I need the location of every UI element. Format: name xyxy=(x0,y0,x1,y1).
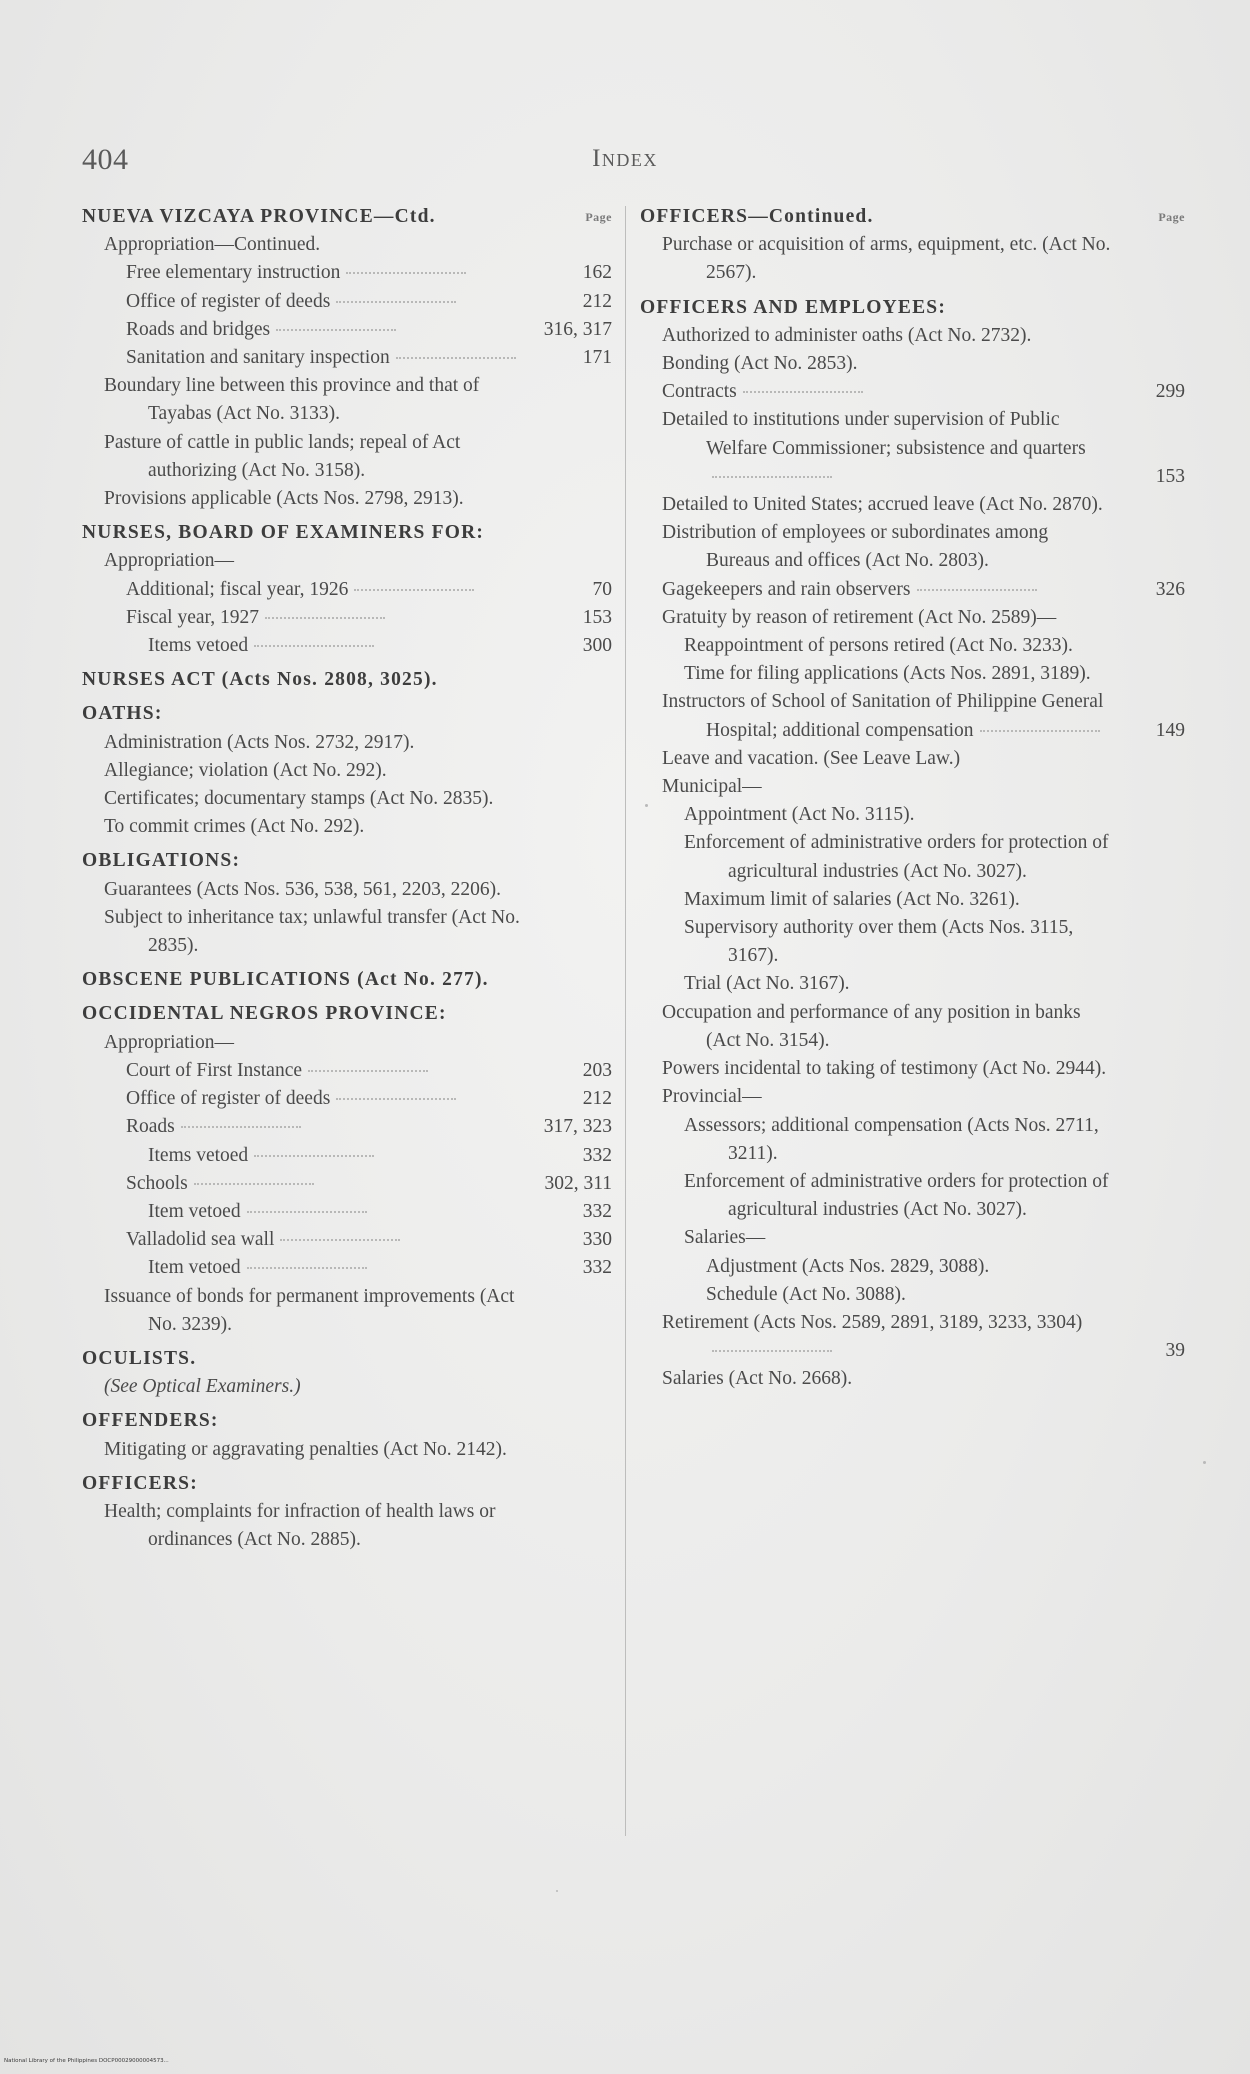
index-entry xyxy=(82,1283,612,1339)
scan-credit: National Library of the Philippines DOCP00029000004573... xyxy=(4,2058,169,2064)
entry-text: OFFICERS—Continued. xyxy=(640,206,874,227)
entry-text: Mitigating or aggravating penalties (Act No. 2142). xyxy=(104,1438,507,1460)
page-reference: 332 xyxy=(582,1257,612,1279)
page-reference: 330 xyxy=(582,1229,612,1251)
entry-text: Appropriation—Continued. xyxy=(104,234,321,256)
index-entry xyxy=(640,519,1185,575)
entry-text: Purchase or acquisition of arms, equipment, etc. (Act No. 2567). xyxy=(662,234,1111,284)
entry-text: Roads xyxy=(126,1116,301,1137)
index-entry xyxy=(640,1309,1185,1365)
index-column-left xyxy=(82,203,612,1554)
index-entry xyxy=(640,970,1185,998)
index-entry xyxy=(82,1085,612,1113)
entry-text: OFFICERS: xyxy=(82,1472,198,1494)
entry-text: To commit crimes (Act No. 292). xyxy=(104,816,365,838)
entry-text: Contracts xyxy=(662,381,863,402)
entry-text: Maximum limit of salaries (Act No. 3261). xyxy=(684,888,1020,910)
index-entry xyxy=(640,1224,1185,1252)
entry-text: Time for filing applications (Acts Nos. 2891, 3189). xyxy=(684,663,1091,685)
page-reference: 212 xyxy=(582,1088,612,1110)
entry-text: NUEVA VIZCAYA PROVINCE—Ctd. xyxy=(82,206,436,227)
index-entry xyxy=(640,773,1185,801)
entry-text: Provincial— xyxy=(662,1086,762,1108)
entry-text: Item vetoed xyxy=(148,1201,367,1222)
index-entry xyxy=(640,378,1185,406)
entry-text: Instructors of School of Sanitation of Philippine General Hospital; additional compensation xyxy=(662,691,1104,741)
index-entry xyxy=(82,1170,612,1198)
page-header xyxy=(82,143,1168,183)
index-entry xyxy=(82,785,612,813)
page-number: 404 xyxy=(82,143,129,176)
entry-text: Reappointment of persons retired (Act No. 3233). xyxy=(684,635,1073,657)
entry-text: Sanitation and sanitary inspection xyxy=(126,347,516,368)
index-entry xyxy=(82,344,612,372)
entry-text: Allegiance; violation (Act No. 292). xyxy=(104,759,387,781)
index-heading xyxy=(82,700,612,728)
index-entry xyxy=(82,1373,612,1401)
index-entry xyxy=(82,632,612,660)
index-entry xyxy=(82,259,612,287)
index-entry xyxy=(82,876,612,904)
entry-text: Distribution of employees or subordinates among Bureaus and offices (Act No. 2803). xyxy=(662,522,1049,572)
entry-text: Items vetoed xyxy=(148,635,374,656)
entry-text: Salaries (Act No. 2668). xyxy=(662,1368,853,1390)
entry-text: Subject to inheritance tax; unlawful transfer (Act No. 2835). xyxy=(104,906,520,957)
index-heading xyxy=(82,847,612,875)
index-heading xyxy=(82,966,612,994)
entry-text: Adjustment (Acts Nos. 2829, 3088). xyxy=(706,1255,990,1277)
page-reference: 171 xyxy=(582,347,612,369)
index-entry xyxy=(640,322,1185,350)
entry-text: Items vetoed xyxy=(148,1145,374,1166)
index-entry xyxy=(640,745,1185,773)
page-reference: 162 xyxy=(582,262,612,284)
entry-text: Boundary line between this province and that of Tayabas (Act No. 3133). xyxy=(104,375,480,425)
entry-text: Enforcement of administrative orders for protection of agricultural industries (Act No. 3027). xyxy=(684,1170,1109,1221)
index-entry xyxy=(82,1436,612,1464)
entry-text: Provisions applicable (Acts Nos. 2798, 2913). xyxy=(104,488,464,510)
index-entry xyxy=(640,914,1185,970)
index-entry xyxy=(82,288,612,316)
entry-text: Schedule (Act No. 3088). xyxy=(706,1283,906,1305)
index-heading xyxy=(82,666,612,694)
entry-text: (See Optical Examiners.) xyxy=(104,1376,301,1398)
page-reference: 302, 311 xyxy=(544,1172,612,1194)
index-entry xyxy=(82,1254,612,1282)
page-reference: 153 xyxy=(582,606,612,628)
index-entry xyxy=(640,406,1185,491)
index-entry xyxy=(82,1029,612,1057)
page-reference: 332 xyxy=(582,1144,612,1166)
index-heading xyxy=(640,294,1185,322)
page-reference: Page xyxy=(1158,210,1185,224)
index-entry xyxy=(82,231,612,259)
column-divider xyxy=(625,206,626,1836)
index-entry xyxy=(640,231,1185,287)
entry-text: OCCIDENTAL NEGROS PROVINCE: xyxy=(82,1003,447,1025)
page-reference: 299 xyxy=(1155,381,1185,403)
entry-text: Roads and bridges xyxy=(126,319,396,340)
entry-text: Schools xyxy=(126,1173,314,1194)
index-heading xyxy=(640,203,1185,231)
page-reference: 149 xyxy=(1155,719,1185,741)
page-reference: 300 xyxy=(582,635,612,657)
index-entry xyxy=(640,688,1185,744)
page-reference: 317, 323 xyxy=(543,1116,612,1138)
entry-text: Office of register of deeds xyxy=(126,1088,456,1109)
index-entry xyxy=(640,801,1185,829)
entry-text: Authorized to administer oaths (Act No. 2732). xyxy=(662,324,1032,346)
index-entry xyxy=(640,999,1185,1055)
page-reference: 326 xyxy=(1155,578,1185,600)
entry-text: Powers incidental to taking of testimony (Act No. 2944). xyxy=(662,1058,1107,1080)
index-entry xyxy=(82,485,612,513)
index-entry xyxy=(640,829,1185,885)
index-entry xyxy=(640,491,1185,519)
entry-text: Item vetoed xyxy=(148,1257,367,1278)
page-reference: 39 xyxy=(1165,1340,1185,1362)
entry-text: Assessors; additional compensation (Acts Nos. 2711, 3211). xyxy=(684,1114,1099,1164)
index-entry xyxy=(640,1365,1185,1393)
entry-text: Salaries— xyxy=(684,1227,766,1249)
entry-text: Appropriation— xyxy=(104,550,234,572)
entry-text: Court of First Instance xyxy=(126,1060,428,1081)
entry-text: Administration (Acts Nos. 2732, 2917). xyxy=(104,731,415,753)
entry-text: Free elementary instruction xyxy=(126,262,466,283)
index-column-right xyxy=(640,203,1185,1394)
entry-text: OFFICERS AND EMPLOYEES: xyxy=(640,296,947,318)
entry-text: Detailed to institutions under supervision of Public Welfare Commissioner; subsistence and quarters xyxy=(662,409,1086,486)
index-heading xyxy=(82,1407,612,1435)
entry-text: OBLIGATIONS: xyxy=(82,850,241,872)
entry-text: Appointment (Act No. 3115). xyxy=(684,804,915,826)
entry-text: Guarantees (Acts Nos. 536, 538, 561, 2203, 2206). xyxy=(104,878,501,900)
page-reference: 212 xyxy=(582,290,612,312)
entry-text: Trial (Act No. 3167). xyxy=(684,973,850,995)
entry-text: Office of register of deeds xyxy=(126,291,456,312)
index-entry xyxy=(82,1498,612,1554)
entry-text: Supervisory authority over them (Acts Nos. 3115, 3167). xyxy=(684,917,1074,967)
index-heading xyxy=(82,519,612,547)
page-reference: Page xyxy=(585,210,612,224)
entry-text: Health; complaints for infraction of health laws or ordinances (Act No. 2885). xyxy=(104,1500,496,1551)
index-entry xyxy=(82,904,612,960)
paper-speck xyxy=(556,1890,558,1892)
entry-text: NURSES, BOARD OF EXAMINERS FOR: xyxy=(82,522,485,544)
index-entry xyxy=(640,660,1185,688)
index-entry xyxy=(82,576,612,604)
page-reference: 316, 317 xyxy=(543,318,612,340)
index-entry xyxy=(640,1083,1185,1111)
index-entry xyxy=(82,813,612,841)
entry-text: Leave and vacation. (See Leave Law.) xyxy=(662,747,961,769)
entry-text: Gagekeepers and rain observers xyxy=(662,579,1037,600)
page-reference: 332 xyxy=(582,1200,612,1222)
entry-text: Appropriation— xyxy=(104,1031,234,1053)
index-heading xyxy=(82,1470,612,1498)
entry-text: NURSES ACT (Acts Nos. 2808, 3025). xyxy=(82,669,438,691)
index-heading xyxy=(82,1345,612,1373)
paper-speck xyxy=(1203,1461,1206,1464)
index-entry xyxy=(640,632,1185,660)
entry-text: Issuance of bonds for permanent improvements (Act No. 3239). xyxy=(104,1285,515,1335)
index-heading xyxy=(82,1000,612,1028)
index-entry xyxy=(640,350,1185,378)
index-entry xyxy=(82,757,612,785)
index-entry xyxy=(82,1198,612,1226)
paper-speck xyxy=(645,804,648,807)
entry-text: Detailed to United States; accrued leave (Act No. 2870). xyxy=(662,494,1103,516)
index-entry xyxy=(82,1057,612,1085)
entry-text: Certificates; documentary stamps (Act No. 2835). xyxy=(104,788,494,810)
index-entry xyxy=(640,1112,1185,1168)
index-entry xyxy=(640,576,1185,604)
index-entry xyxy=(82,429,612,485)
entry-text: OCULISTS. xyxy=(82,1347,197,1369)
index-entry xyxy=(82,547,612,575)
index-entry xyxy=(82,604,612,632)
index-entry xyxy=(82,1113,612,1141)
index-entry xyxy=(82,372,612,428)
page-reference: 70 xyxy=(592,578,612,600)
page-title: Index xyxy=(592,145,658,172)
entry-text: Valladolid sea wall xyxy=(126,1229,400,1250)
page-reference: 153 xyxy=(1155,465,1185,487)
entry-text: Fiscal year, 1927 xyxy=(126,607,385,628)
index-entry xyxy=(82,729,612,757)
entry-text: OBSCENE PUBLICATIONS (Act No. 277). xyxy=(82,969,489,991)
index-entry xyxy=(640,1055,1185,1083)
entry-text: Municipal— xyxy=(662,776,762,798)
index-entry xyxy=(82,1142,612,1170)
entry-text: Enforcement of administrative orders for protection of agricultural industries (Act No. 3027). xyxy=(684,832,1109,882)
entry-text: Retirement (Acts Nos. 2589, 2891, 3189, 3233, 3304) xyxy=(662,1312,1082,1361)
page-reference: 203 xyxy=(582,1059,612,1081)
index-entry xyxy=(640,604,1185,632)
index-entry xyxy=(640,1253,1185,1281)
index-entry xyxy=(82,1226,612,1254)
index-heading xyxy=(82,203,612,231)
entry-text: OFFENDERS: xyxy=(82,1410,219,1432)
entry-text: Additional; fiscal year, 1926 xyxy=(126,579,474,600)
entry-text: Pasture of cattle in public lands; repeal of Act authorizing (Act No. 3158). xyxy=(104,431,461,481)
entry-text: Gratuity by reason of retirement (Act No. 2589)— xyxy=(662,606,1057,628)
index-entry xyxy=(640,1168,1185,1224)
index-entry xyxy=(640,1281,1185,1309)
index-entry xyxy=(82,316,612,344)
entry-text: Bonding (Act No. 2853). xyxy=(662,353,858,375)
index-entry xyxy=(640,886,1185,914)
entry-text: Occupation and performance of any position in banks (Act No. 3154). xyxy=(662,1001,1081,1051)
entry-text: OATHS: xyxy=(82,703,163,725)
